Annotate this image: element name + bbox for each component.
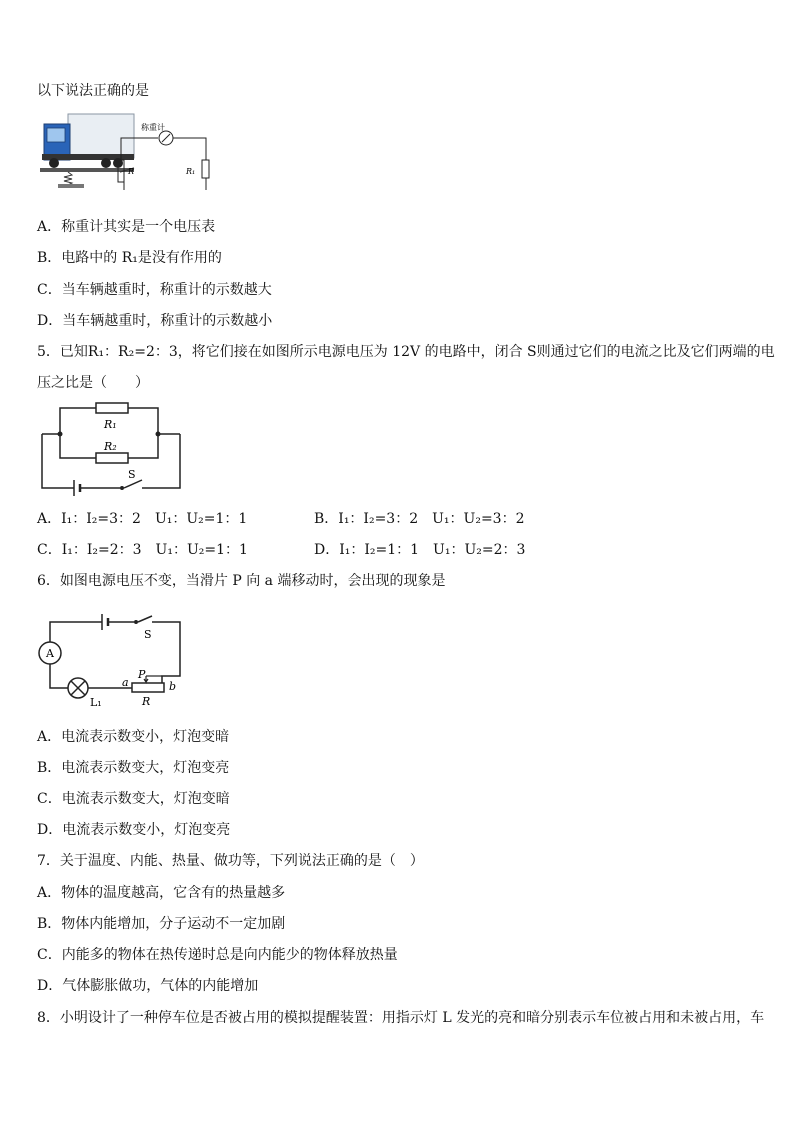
q4-stem-tail: 以下说法正确的是 bbox=[37, 83, 149, 99]
ammeter-label: A bbox=[46, 647, 54, 660]
q6-stem: 6．如图电源电压不变，当滑片 P 向 a 端移动时，会出现的现象是 bbox=[37, 573, 446, 589]
q4-truck-scale-figure bbox=[38, 110, 213, 190]
q5-stem-line1: 5．已知R₁：R₂=2：3，将它们接在如图所示电源电压为 12V 的电路中，闭合 S则通过它们的电流之比及它们两端的电 bbox=[37, 344, 775, 360]
resistor-r1 bbox=[96, 403, 128, 413]
q5-option-d: D．I₁：I₂=1：1 U₁：U₂=2：3 bbox=[314, 542, 526, 558]
a-label: a bbox=[122, 676, 129, 689]
q6-option-d: D．电流表示数变小，灯泡变亮 bbox=[37, 822, 231, 838]
q5-option-c: C．I₁：I₂=2：3 U₁：U₂=1：1 bbox=[37, 542, 248, 558]
q4-option-d: D．当车辆越重时，称重计的示数越小 bbox=[37, 313, 273, 329]
q5-option-b: B．I₁：I₂=3：2 U₁：U₂=3：2 bbox=[314, 511, 525, 527]
s-label: S bbox=[144, 628, 152, 641]
q7-option-d: D．气体膨胀做功，气体的内能增加 bbox=[37, 978, 259, 994]
q7-option-b: B．物体内能增加，分子运动不一定加剧 bbox=[37, 916, 286, 932]
p-label: P bbox=[138, 668, 146, 681]
resistor-r1 bbox=[202, 160, 209, 178]
resistor-r2 bbox=[96, 453, 128, 463]
s-label: S bbox=[128, 468, 136, 481]
q8-stem: 8．小明设计了一种停车位是否被占用的模拟提醒装置：用指示灯 L 发光的亮和暗分别表示车位被占用和未被占用，车 bbox=[37, 1010, 765, 1026]
meter-label: 称重计 bbox=[141, 123, 165, 132]
q5-option-a: A．I₁：I₂=3：2 U₁：U₂=1：1 bbox=[37, 511, 248, 527]
q7-option-a: A．物体的温度越高，它含有的热量越多 bbox=[37, 885, 286, 901]
q4-option-a: A．称重计其实是一个电压表 bbox=[37, 219, 216, 235]
switch-icon bbox=[124, 480, 142, 488]
r-label: R bbox=[142, 695, 151, 708]
q5-stem-line2: 压之比是（ ） bbox=[37, 375, 149, 391]
q4-option-b: B．电路中的 R₁是没有作用的 bbox=[37, 250, 222, 266]
q7-stem: 7．关于温度、内能、热量、做功等，下列说法正确的是（ ） bbox=[37, 853, 424, 869]
switch-icon bbox=[138, 616, 152, 622]
q6-option-b: B．电流表示数变大，灯泡变亮 bbox=[37, 760, 230, 776]
r1-label: R₁ bbox=[186, 167, 196, 176]
q6-option-c: C．电流表示数变大，灯泡变暗 bbox=[37, 791, 230, 807]
q6-series-circuit-figure bbox=[38, 610, 188, 710]
b-label: b bbox=[169, 680, 177, 693]
spring-icon bbox=[64, 172, 72, 185]
rheostat-r bbox=[132, 683, 164, 692]
q4-option-c: C．当车辆越重时，称重计的示数越大 bbox=[37, 282, 272, 298]
r1-label: R₁ bbox=[104, 418, 117, 431]
lamp-label: L₁ bbox=[90, 696, 102, 709]
scale-platform bbox=[40, 168, 134, 172]
r-label: R bbox=[128, 167, 135, 176]
q6-option-a: A．电流表示数变小，灯泡变暗 bbox=[37, 729, 230, 745]
r2-label: R₂ bbox=[104, 440, 117, 453]
q5-parallel-circuit-figure bbox=[38, 400, 188, 498]
q7-option-c: C．内能多的物体在热传递时总是向内能少的物体释放热量 bbox=[37, 947, 398, 963]
